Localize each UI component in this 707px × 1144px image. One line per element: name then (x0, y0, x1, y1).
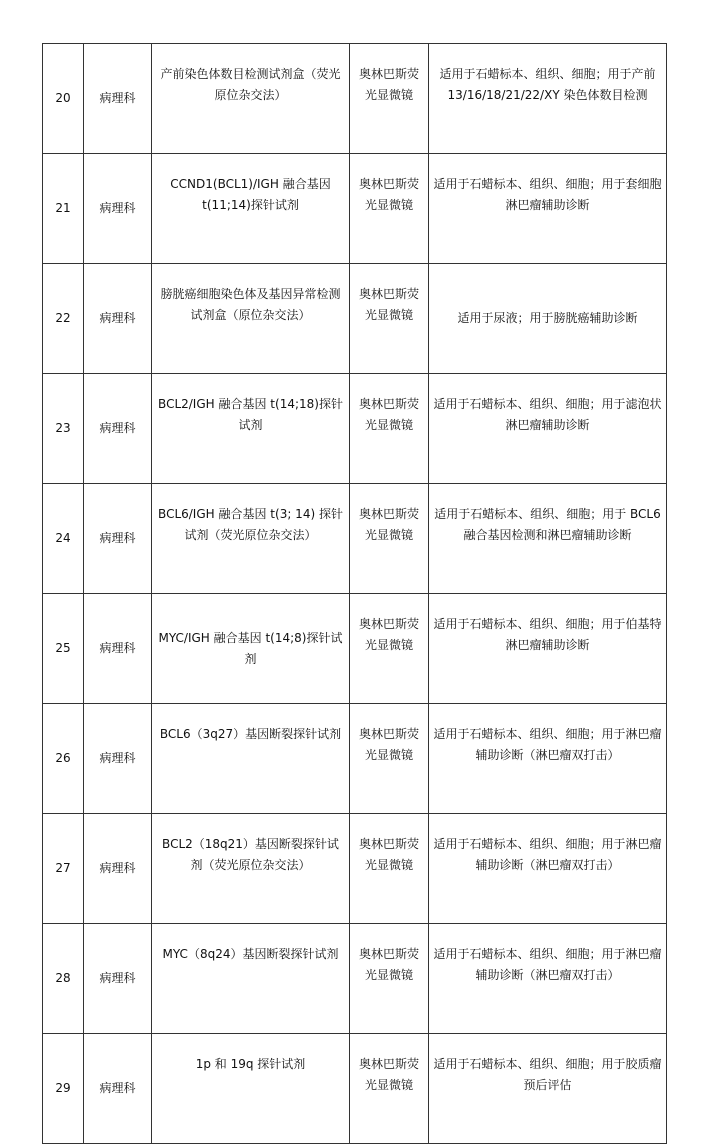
device-cell: 奥林巴斯荧光显微镜 (350, 594, 429, 704)
device-cell: 奥林巴斯荧光显微镜 (350, 924, 429, 1034)
table-row (43, 814, 667, 924)
reagent-name-cell: BCL6（3q27）基因断裂探针试剂 (152, 704, 350, 814)
row-number: 28 (43, 924, 84, 1034)
reagent-name-cell: BCL2/IGH 融合基因 t(14;18)探针试剂 (152, 374, 350, 484)
row-number: 27 (43, 814, 84, 924)
reagent-name-cell: 产前染色体数目检测试剂盒（荧光原位杂交法） (152, 44, 350, 154)
department-cell: 病理科 (84, 1034, 152, 1144)
table-row (43, 154, 667, 264)
usage-cell: 适用于石蜡标本、组织、细胞；用于滤泡状淋巴瘤辅助诊断 (429, 374, 667, 484)
department-cell: 病理科 (84, 484, 152, 594)
usage-cell: 适用于石蜡标本、组织、细胞；用于 BCL6 融合基因检测和淋巴瘤辅助诊断 (429, 484, 667, 594)
device-cell: 奥林巴斯荧光显微镜 (350, 1034, 429, 1144)
usage-cell: 适用于石蜡标本、组织、细胞；用于淋巴瘤辅助诊断（淋巴瘤双打击） (429, 814, 667, 924)
device-cell: 奥林巴斯荧光显微镜 (350, 374, 429, 484)
reagent-name-cell: MYC（8q24）基因断裂探针试剂 (152, 924, 350, 1034)
reagent-name-cell: CCND1(BCL1)/IGH 融合基因 t(11;14)探针试剂 (152, 154, 350, 264)
department-cell: 病理科 (84, 704, 152, 814)
usage-cell: 适用于石蜡标本、组织、细胞；用于淋巴瘤辅助诊断（淋巴瘤双打击） (429, 704, 667, 814)
row-number: 24 (43, 484, 84, 594)
table-row (43, 1034, 667, 1144)
device-cell: 奥林巴斯荧光显微镜 (350, 814, 429, 924)
row-number: 22 (43, 264, 84, 374)
table-row (43, 594, 667, 704)
usage-cell: 适用于石蜡标本、组织、细胞；用于产前13/16/18/21/22/XY 染色体数目检测 (429, 44, 667, 154)
reagent-name-cell: MYC/IGH 融合基因 t(14;8)探针试剂 (152, 594, 350, 704)
usage-cell: 适用于石蜡标本、组织、细胞；用于胶质瘤预后评估 (429, 1034, 667, 1144)
usage-cell: 适用于石蜡标本、组织、细胞；用于伯基特淋巴瘤辅助诊断 (429, 594, 667, 704)
department-cell: 病理科 (84, 44, 152, 154)
usage-cell: 适用于尿液；用于膀胱癌辅助诊断 (429, 264, 667, 374)
reagent-name-cell: 1p 和 19q 探针试剂 (152, 1034, 350, 1144)
department-cell: 病理科 (84, 924, 152, 1034)
row-number: 20 (43, 44, 84, 154)
device-cell: 奥林巴斯荧光显微镜 (350, 704, 429, 814)
table-row (43, 264, 667, 374)
row-number: 25 (43, 594, 84, 704)
row-number: 26 (43, 704, 84, 814)
department-cell: 病理科 (84, 374, 152, 484)
table-row (43, 704, 667, 814)
row-number: 21 (43, 154, 84, 264)
row-number: 23 (43, 374, 84, 484)
table-row (43, 924, 667, 1034)
reagent-table (42, 43, 667, 1144)
device-cell: 奥林巴斯荧光显微镜 (350, 44, 429, 154)
reagent-name-cell: BCL2（18q21）基因断裂探针试剂（荧光原位杂交法） (152, 814, 350, 924)
usage-cell: 适用于石蜡标本、组织、细胞；用于套细胞淋巴瘤辅助诊断 (429, 154, 667, 264)
table-row (43, 484, 667, 594)
table-row (43, 374, 667, 484)
device-cell: 奥林巴斯荧光显微镜 (350, 484, 429, 594)
reagent-name-cell: 膀胱癌细胞染色体及基因异常检测试剂盒（原位杂交法） (152, 264, 350, 374)
device-cell: 奥林巴斯荧光显微镜 (350, 264, 429, 374)
table-row (43, 44, 667, 154)
row-number: 29 (43, 1034, 84, 1144)
department-cell: 病理科 (84, 594, 152, 704)
usage-cell: 适用于石蜡标本、组织、细胞；用于淋巴瘤辅助诊断（淋巴瘤双打击） (429, 924, 667, 1034)
device-cell: 奥林巴斯荧光显微镜 (350, 154, 429, 264)
department-cell: 病理科 (84, 264, 152, 374)
department-cell: 病理科 (84, 814, 152, 924)
reagent-name-cell: BCL6/IGH 融合基因 t(3; 14) 探针试剂（荧光原位杂交法） (152, 484, 350, 594)
department-cell: 病理科 (84, 154, 152, 264)
